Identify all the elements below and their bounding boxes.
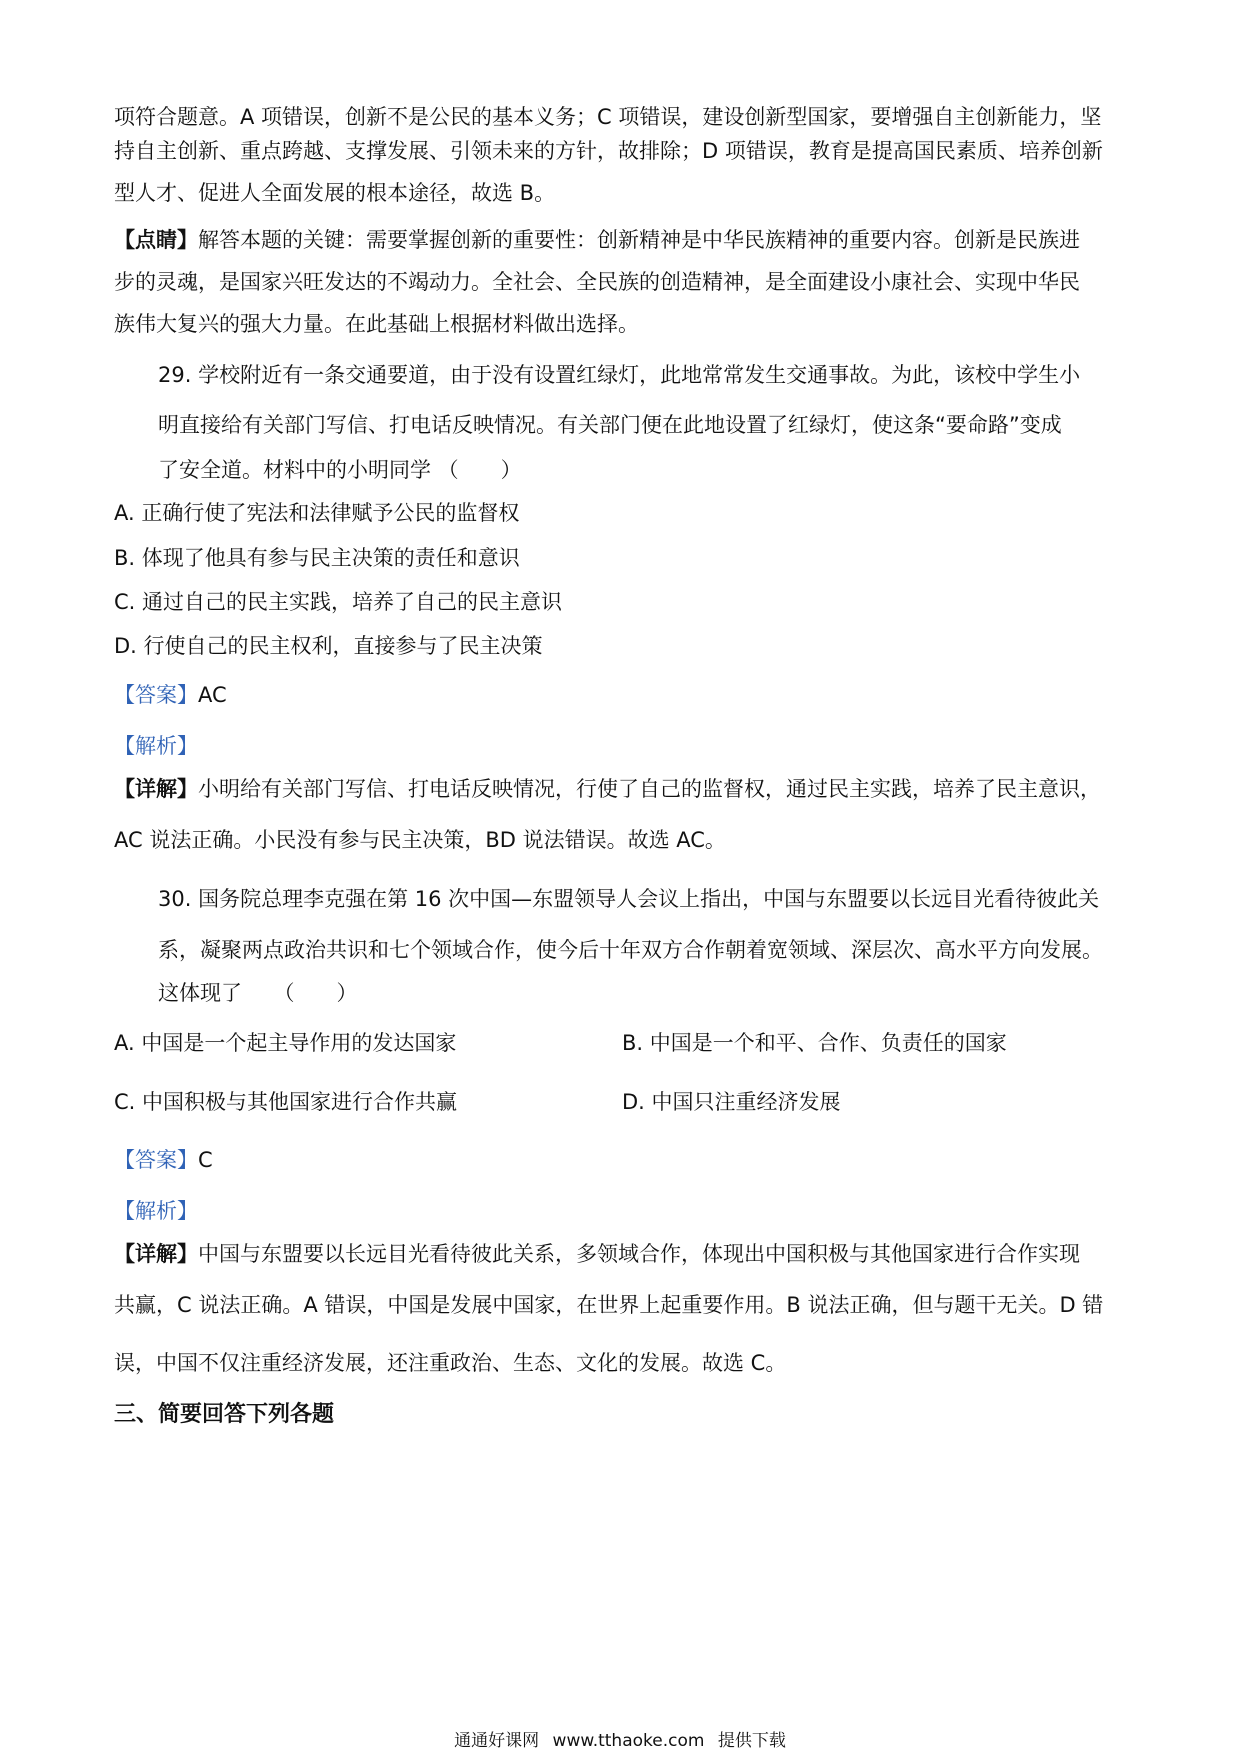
q29-option-d: D. 行使自己的民主权利，直接参与了民主决策	[114, 634, 543, 658]
q30-detail-line-2: 共赢，C 说法正确。A 错误，中国是发展中国家，在世界上起重要作用。B 说法正确，但与题干无关。D 错	[114, 1293, 1104, 1317]
q29-option-b: B. 体现了他具有参与民主决策的责任和意识	[114, 546, 520, 570]
note-text: 解答本题的关键：需要掌握创新的重要性：创新精神是中华民族精神的重要内容。创新是民族进	[198, 228, 1080, 252]
note-label: 【点睛】	[114, 228, 198, 252]
q30-option-b: B. 中国是一个和平、合作、负责任的国家	[622, 1031, 1007, 1055]
q29-stem-line-1: 29. 学校附近有一条交通要道，由于没有设置红绿灯，此地常常发生交通事故。为此，该校中学生小	[158, 363, 1081, 387]
q29-option-a: A. 正确行使了宪法和法律赋予公民的监督权	[114, 501, 520, 525]
q30-option-c: C. 中国积极与其他国家进行合作共赢	[114, 1090, 458, 1114]
q30-answer-value: C	[198, 1148, 213, 1172]
intro-line-2: 持自主创新、重点跨越、支撑发展、引领未来的方针，故排除；D 项错误，教育是提高国民素质、培养创新	[114, 139, 1103, 163]
intro-line-3: 型人才、促进人全面发展的根本途径，故选 B。	[114, 181, 556, 205]
q29-detail-line-1	[114, 774, 1140, 804]
q29-detail-line-2: AC 说法正确。小民没有参与民主决策，BD 说法错误。故选 AC。	[114, 828, 726, 852]
q29-option-c: C. 通过自己的民主实践，培养了自己的民主意识	[114, 590, 563, 614]
q30-stem-line-1: 30. 国务院总理李克强在第 16 次中国—东盟领导人会议上指出，中国与东盟要以长远目光看待彼此关	[158, 887, 1100, 911]
q30-stem-line-3: 这体现了 （ ）	[158, 981, 358, 1005]
q30-detail-text: 中国与东盟要以长远目光看待彼此关系，多领域合作，体现出中国积极与其他国家进行合作实现	[198, 1242, 1080, 1266]
q29-answer-label: 【答案】	[114, 683, 198, 707]
q30-answer-label: 【答案】	[114, 1148, 198, 1172]
q29-detail-text: 小明给有关部门写信、打电话反映情况，行使了自己的监督权，通过民主实践，培养了民主意识，	[198, 777, 1101, 801]
page-footer	[0, 1730, 1240, 1752]
q30-analysis-label: 【解析】	[114, 1199, 198, 1223]
q30-detail-line-1	[114, 1239, 1140, 1269]
q30-answer	[114, 1145, 1140, 1175]
q30-detail-line-3: 误，中国不仅注重经济发展，还注重政治、生态、文化的发展。故选 C。	[114, 1351, 787, 1375]
note-line-3: 族伟大复兴的强大力量。在此基础上根据材料做出选择。	[114, 312, 639, 336]
q30-option-a: A. 中国是一个起主导作用的发达国家	[114, 1031, 457, 1055]
q29-detail-label: 【详解】	[114, 777, 198, 801]
q30-stem-line-2: 系，凝聚两点政治共识和七个领域合作，使今后十年双方合作朝着宽领域、深层次、高水平方向发展。	[158, 938, 1103, 962]
note-line-2: 步的灵魂，是国家兴旺发达的不竭动力。全社会、全民族的创造精神，是全面建设小康社会、实现中华民	[114, 270, 1080, 294]
q29-answer	[114, 680, 1140, 710]
q29-analysis-label: 【解析】	[114, 734, 198, 758]
q29-answer-value: AC	[198, 683, 227, 707]
footer-site-name: 通通好课网	[454, 1731, 540, 1751]
footer-url[interactable]: www.tthaoke.com	[552, 1731, 705, 1751]
footer-suffix: 提供下载	[717, 1731, 786, 1751]
section-heading: 三、简要回答下列各题	[114, 1402, 335, 1427]
q30-detail-label: 【详解】	[114, 1242, 198, 1266]
q29-stem-line-3: 了安全道。材料中的小明同学 （ ）	[158, 458, 522, 482]
intro-line-1: 项符合题意。A 项错误，创新不是公民的基本义务；C 项错误，建设创新型国家，要增强自主创新能力，坚	[114, 105, 1102, 129]
q30-option-d: D. 中国只注重经济发展	[622, 1090, 841, 1114]
q29-stem-line-2: 明直接给有关部门写信、打电话反映情况。有关部门便在此地设置了红绿灯，使这条“要命路”变成	[158, 413, 1062, 437]
note-line-1	[114, 225, 1140, 255]
